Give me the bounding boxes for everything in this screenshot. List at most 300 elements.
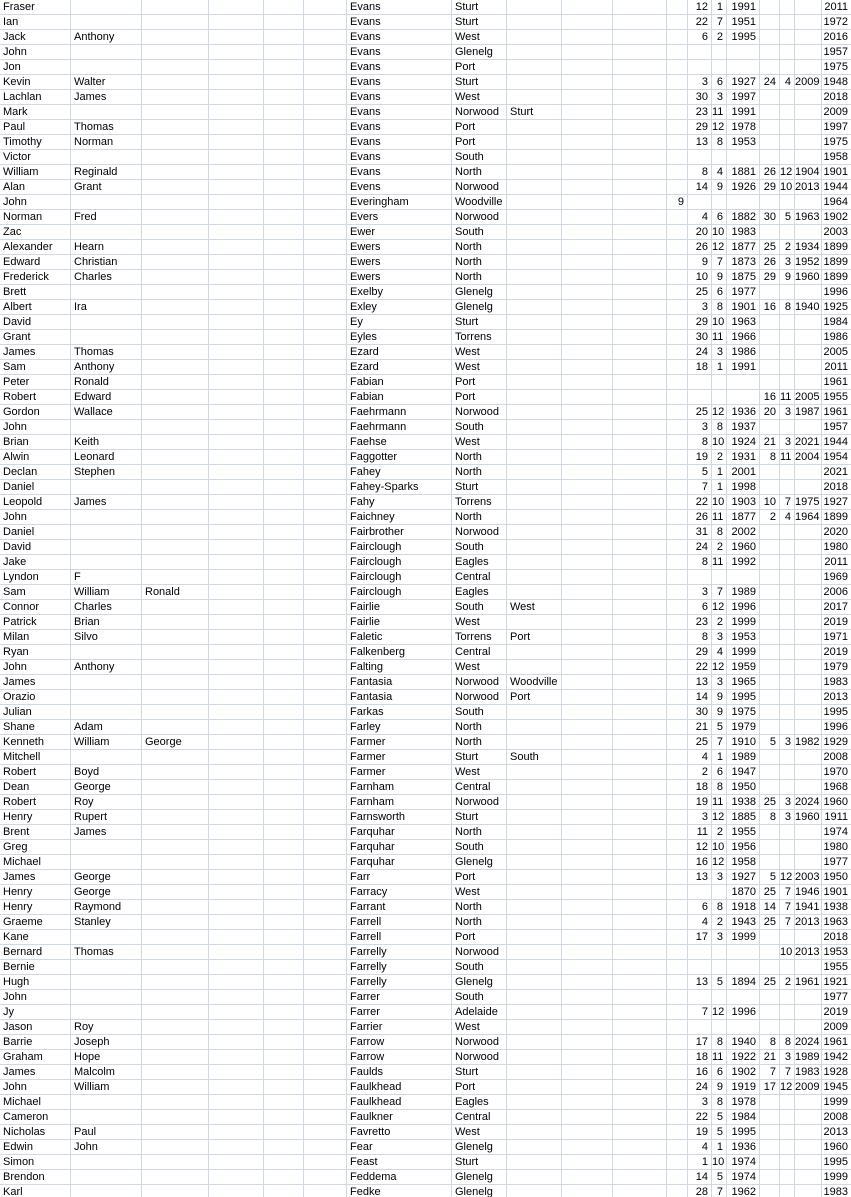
cell-team[interactable]: West (452, 1125, 507, 1140)
cell-team-2[interactable] (507, 930, 562, 945)
cell-year-2[interactable] (795, 525, 822, 540)
cell-empty-col-4[interactable] (562, 1110, 613, 1125)
cell-day-1[interactable]: 16 (688, 1065, 712, 1080)
cell-third-name[interactable]: George (142, 735, 209, 750)
cell-day-1[interactable]: 24 (688, 1080, 712, 1095)
cell-day-2[interactable] (760, 1185, 780, 1197)
cell-empty-col-2[interactable] (264, 270, 304, 285)
cell-month-2[interactable]: 4 (780, 75, 795, 90)
cell-empty-col-2[interactable] (264, 420, 304, 435)
cell-year-2[interactable] (795, 345, 822, 360)
cell-month-2[interactable] (780, 30, 795, 45)
cell-year-3[interactable]: 2009 (822, 1020, 851, 1035)
cell-given-name[interactable]: David (0, 540, 71, 555)
cell-middle-name[interactable] (71, 150, 142, 165)
cell-given-name[interactable]: Graham (0, 1050, 71, 1065)
cell-given-name[interactable]: James (0, 675, 71, 690)
cell-team-2[interactable] (507, 1170, 562, 1185)
cell-month-1[interactable]: 4 (712, 645, 727, 660)
cell-year-1[interactable] (727, 990, 760, 1005)
cell-year-2[interactable] (795, 375, 822, 390)
cell-empty-col-1[interactable] (209, 735, 264, 750)
cell-day-1[interactable]: 26 (688, 510, 712, 525)
cell-empty-col-4[interactable] (562, 795, 613, 810)
cell-month-1[interactable]: 10 (712, 315, 727, 330)
cell-number[interactable] (667, 1065, 688, 1080)
cell-given-name[interactable]: Declan (0, 465, 71, 480)
cell-surname[interactable]: Evans (347, 60, 452, 75)
cell-given-name[interactable]: Leopold (0, 495, 71, 510)
cell-day-2[interactable] (760, 105, 780, 120)
cell-empty-col-3[interactable] (304, 960, 347, 975)
cell-day-2[interactable]: 8 (760, 810, 780, 825)
cell-month-2[interactable] (780, 60, 795, 75)
cell-empty-col-1[interactable] (209, 555, 264, 570)
cell-surname[interactable]: Fantasia (347, 690, 452, 705)
cell-month-1[interactable]: 2 (712, 825, 727, 840)
cell-empty-col-3[interactable] (304, 465, 347, 480)
cell-month-2[interactable]: 7 (780, 900, 795, 915)
cell-third-name[interactable] (142, 225, 209, 240)
cell-third-name[interactable] (142, 840, 209, 855)
cell-given-name[interactable]: Alwin (0, 450, 71, 465)
cell-number[interactable] (667, 315, 688, 330)
cell-day-2[interactable] (760, 615, 780, 630)
cell-year-1[interactable]: 1922 (727, 1050, 760, 1065)
cell-empty-col-2[interactable] (264, 30, 304, 45)
cell-year-2[interactable] (795, 315, 822, 330)
cell-third-name[interactable] (142, 675, 209, 690)
cell-third-name[interactable] (142, 795, 209, 810)
cell-third-name[interactable] (142, 855, 209, 870)
cell-surname[interactable]: Fairbrother (347, 525, 452, 540)
cell-day-1[interactable]: 13 (688, 675, 712, 690)
cell-day-2[interactable] (760, 15, 780, 30)
cell-team-2[interactable] (507, 420, 562, 435)
cell-team-2[interactable] (507, 885, 562, 900)
cell-middle-name[interactable]: Stephen (71, 465, 142, 480)
cell-empty-col-5[interactable] (613, 330, 667, 345)
cell-team[interactable]: Woodville (452, 195, 507, 210)
cell-surname[interactable]: Faggotter (347, 450, 452, 465)
cell-empty-col-3[interactable] (304, 435, 347, 450)
cell-year-1[interactable]: 1953 (727, 135, 760, 150)
cell-empty-col-2[interactable] (264, 75, 304, 90)
cell-empty-col-4[interactable] (562, 1170, 613, 1185)
cell-empty-col-4[interactable] (562, 1125, 613, 1140)
cell-month-2[interactable] (780, 135, 795, 150)
cell-empty-col-1[interactable] (209, 630, 264, 645)
cell-year-2[interactable] (795, 90, 822, 105)
cell-day-2[interactable] (760, 195, 780, 210)
cell-month-2[interactable]: 12 (780, 165, 795, 180)
cell-empty-col-3[interactable] (304, 675, 347, 690)
cell-given-name[interactable]: Julian (0, 705, 71, 720)
cell-number[interactable] (667, 825, 688, 840)
cell-team[interactable]: Glenelg (452, 1185, 507, 1197)
cell-empty-col-1[interactable] (209, 645, 264, 660)
cell-given-name[interactable]: John (0, 660, 71, 675)
cell-team-2[interactable] (507, 390, 562, 405)
cell-empty-col-2[interactable] (264, 735, 304, 750)
cell-team[interactable]: Norwood (452, 1050, 507, 1065)
cell-empty-col-1[interactable] (209, 1125, 264, 1140)
cell-day-2[interactable]: 25 (760, 975, 780, 990)
cell-empty-col-4[interactable] (562, 390, 613, 405)
cell-empty-col-3[interactable] (304, 1020, 347, 1035)
cell-empty-col-4[interactable] (562, 1080, 613, 1095)
cell-empty-col-1[interactable] (209, 705, 264, 720)
cell-empty-col-3[interactable] (304, 780, 347, 795)
cell-surname[interactable]: Farmer (347, 750, 452, 765)
cell-empty-col-2[interactable] (264, 1035, 304, 1050)
cell-empty-col-1[interactable] (209, 375, 264, 390)
cell-day-1[interactable]: 2 (688, 765, 712, 780)
cell-month-1[interactable]: 3 (712, 930, 727, 945)
cell-empty-col-1[interactable] (209, 180, 264, 195)
cell-empty-col-2[interactable] (264, 135, 304, 150)
cell-year-2[interactable] (795, 645, 822, 660)
cell-year-1[interactable]: 1978 (727, 1095, 760, 1110)
cell-year-3[interactable]: 1955 (822, 960, 851, 975)
cell-month-1[interactable] (712, 45, 727, 60)
cell-third-name[interactable] (142, 945, 209, 960)
cell-third-name[interactable] (142, 690, 209, 705)
cell-given-name[interactable]: Alexander (0, 240, 71, 255)
cell-given-name[interactable]: Brett (0, 285, 71, 300)
cell-team[interactable]: Norwood (452, 405, 507, 420)
cell-year-2[interactable]: 1964 (795, 510, 822, 525)
cell-empty-col-2[interactable] (264, 870, 304, 885)
cell-empty-col-1[interactable] (209, 210, 264, 225)
cell-number[interactable] (667, 105, 688, 120)
cell-month-1[interactable] (712, 390, 727, 405)
cell-empty-col-2[interactable] (264, 390, 304, 405)
cell-given-name[interactable]: Kevin (0, 75, 71, 90)
cell-empty-col-5[interactable] (613, 765, 667, 780)
cell-month-2[interactable] (780, 1020, 795, 1035)
cell-surname[interactable]: Evans (347, 15, 452, 30)
cell-day-1[interactable]: 22 (688, 495, 712, 510)
cell-month-1[interactable]: 7 (712, 255, 727, 270)
cell-year-2[interactable] (795, 1140, 822, 1155)
cell-surname[interactable]: Evans (347, 150, 452, 165)
cell-day-1[interactable]: 17 (688, 1035, 712, 1050)
cell-number[interactable] (667, 1185, 688, 1197)
cell-year-3[interactable]: 1977 (822, 855, 851, 870)
cell-month-1[interactable]: 10 (712, 495, 727, 510)
cell-third-name[interactable] (142, 15, 209, 30)
cell-day-1[interactable]: 3 (688, 1095, 712, 1110)
cell-team[interactable]: Norwood (452, 675, 507, 690)
cell-number[interactable] (667, 645, 688, 660)
cell-year-3[interactable]: 1997 (822, 120, 851, 135)
cell-year-2[interactable] (795, 1185, 822, 1197)
cell-year-1[interactable]: 1995 (727, 30, 760, 45)
cell-day-2[interactable] (760, 555, 780, 570)
cell-day-1[interactable] (688, 45, 712, 60)
cell-empty-col-3[interactable] (304, 105, 347, 120)
cell-surname[interactable]: Evans (347, 120, 452, 135)
cell-month-1[interactable]: 8 (712, 420, 727, 435)
cell-empty-col-1[interactable] (209, 60, 264, 75)
cell-year-1[interactable]: 1927 (727, 75, 760, 90)
cell-day-1[interactable]: 17 (688, 930, 712, 945)
cell-month-2[interactable] (780, 15, 795, 30)
cell-team[interactable]: Glenelg (452, 1170, 507, 1185)
cell-month-1[interactable]: 8 (712, 780, 727, 795)
cell-number[interactable] (667, 30, 688, 45)
cell-third-name[interactable] (142, 1110, 209, 1125)
cell-empty-col-2[interactable] (264, 765, 304, 780)
cell-day-2[interactable]: 10 (760, 495, 780, 510)
cell-team-2[interactable] (507, 705, 562, 720)
cell-year-3[interactable]: 1983 (822, 1185, 851, 1197)
cell-day-1[interactable]: 25 (688, 405, 712, 420)
cell-day-1[interactable]: 4 (688, 750, 712, 765)
cell-day-2[interactable] (760, 825, 780, 840)
cell-empty-col-5[interactable] (613, 1050, 667, 1065)
cell-surname[interactable]: Farquhar (347, 825, 452, 840)
cell-month-2[interactable]: 3 (780, 735, 795, 750)
cell-empty-col-1[interactable] (209, 690, 264, 705)
cell-middle-name[interactable]: Wallace (71, 405, 142, 420)
cell-month-2[interactable]: 7 (780, 885, 795, 900)
cell-number[interactable] (667, 180, 688, 195)
cell-year-2[interactable] (795, 285, 822, 300)
cell-day-2[interactable] (760, 135, 780, 150)
cell-empty-col-1[interactable] (209, 315, 264, 330)
cell-empty-col-2[interactable] (264, 435, 304, 450)
cell-team[interactable]: Glenelg (452, 300, 507, 315)
cell-number[interactable] (667, 660, 688, 675)
cell-day-1[interactable]: 24 (688, 540, 712, 555)
cell-middle-name[interactable]: William (71, 735, 142, 750)
cell-empty-col-1[interactable] (209, 390, 264, 405)
cell-third-name[interactable] (142, 525, 209, 540)
cell-team[interactable]: South (452, 540, 507, 555)
cell-surname[interactable]: Fahey-Sparks (347, 480, 452, 495)
cell-empty-col-1[interactable] (209, 1005, 264, 1020)
cell-month-2[interactable] (780, 840, 795, 855)
cell-year-1[interactable] (727, 150, 760, 165)
cell-empty-col-3[interactable] (304, 480, 347, 495)
cell-day-2[interactable]: 7 (760, 1065, 780, 1080)
cell-empty-col-5[interactable] (613, 855, 667, 870)
cell-empty-col-1[interactable] (209, 930, 264, 945)
cell-middle-name[interactable]: James (71, 495, 142, 510)
cell-year-1[interactable]: 1999 (727, 930, 760, 945)
cell-day-2[interactable] (760, 660, 780, 675)
cell-middle-name[interactable] (71, 1170, 142, 1185)
cell-month-1[interactable]: 12 (712, 120, 727, 135)
cell-empty-col-2[interactable] (264, 540, 304, 555)
cell-empty-col-5[interactable] (613, 1185, 667, 1197)
cell-surname[interactable]: Evans (347, 90, 452, 105)
cell-number[interactable] (667, 240, 688, 255)
cell-third-name[interactable] (142, 465, 209, 480)
cell-month-1[interactable]: 9 (712, 180, 727, 195)
cell-empty-col-3[interactable] (304, 75, 347, 90)
cell-team-2[interactable] (507, 1020, 562, 1035)
cell-empty-col-1[interactable] (209, 525, 264, 540)
cell-year-2[interactable] (795, 1005, 822, 1020)
cell-day-1[interactable]: 16 (688, 855, 712, 870)
cell-day-1[interactable]: 8 (688, 165, 712, 180)
cell-month-2[interactable] (780, 90, 795, 105)
cell-empty-col-1[interactable] (209, 660, 264, 675)
cell-surname[interactable]: Farrow (347, 1035, 452, 1050)
cell-empty-col-3[interactable] (304, 1140, 347, 1155)
cell-year-3[interactable]: 2011 (822, 360, 851, 375)
cell-empty-col-5[interactable] (613, 735, 667, 750)
cell-year-1[interactable]: 1989 (727, 585, 760, 600)
cell-empty-col-1[interactable] (209, 1035, 264, 1050)
cell-month-2[interactable] (780, 645, 795, 660)
cell-day-2[interactable] (760, 690, 780, 705)
cell-empty-col-2[interactable] (264, 660, 304, 675)
cell-empty-col-3[interactable] (304, 990, 347, 1005)
cell-year-1[interactable]: 1873 (727, 255, 760, 270)
cell-year-3[interactable]: 1996 (822, 720, 851, 735)
cell-year-3[interactable]: 1945 (822, 1080, 851, 1095)
cell-year-3[interactable]: 1996 (822, 285, 851, 300)
cell-team-2[interactable] (507, 210, 562, 225)
cell-team[interactable]: Glenelg (452, 285, 507, 300)
cell-team-2[interactable] (507, 795, 562, 810)
cell-number[interactable] (667, 435, 688, 450)
cell-third-name[interactable] (142, 885, 209, 900)
cell-given-name[interactable]: Greg (0, 840, 71, 855)
cell-year-3[interactable]: 1925 (822, 300, 851, 315)
cell-team-2[interactable] (507, 945, 562, 960)
cell-middle-name[interactable]: Charles (71, 270, 142, 285)
cell-empty-col-1[interactable] (209, 300, 264, 315)
cell-team-2[interactable] (507, 1065, 562, 1080)
cell-empty-col-2[interactable] (264, 555, 304, 570)
cell-number[interactable] (667, 420, 688, 435)
cell-given-name[interactable]: Peter (0, 375, 71, 390)
cell-third-name[interactable] (142, 630, 209, 645)
cell-year-1[interactable] (727, 45, 760, 60)
cell-empty-col-5[interactable] (613, 120, 667, 135)
cell-team-2[interactable] (507, 345, 562, 360)
cell-given-name[interactable]: Michael (0, 855, 71, 870)
cell-middle-name[interactable]: Reginald (71, 165, 142, 180)
cell-team-2[interactable] (507, 0, 562, 15)
cell-given-name[interactable]: Orazio (0, 690, 71, 705)
cell-year-2[interactable]: 2004 (795, 450, 822, 465)
cell-empty-col-2[interactable] (264, 900, 304, 915)
cell-middle-name[interactable] (71, 705, 142, 720)
cell-surname[interactable]: Faletic (347, 630, 452, 645)
cell-number[interactable] (667, 1110, 688, 1125)
cell-year-2[interactable]: 1946 (795, 885, 822, 900)
cell-empty-col-5[interactable] (613, 465, 667, 480)
cell-empty-col-2[interactable] (264, 255, 304, 270)
cell-year-2[interactable] (795, 1170, 822, 1185)
cell-middle-name[interactable]: Anthony (71, 360, 142, 375)
cell-team[interactable]: South (452, 960, 507, 975)
cell-given-name[interactable]: Patrick (0, 615, 71, 630)
cell-number[interactable] (667, 705, 688, 720)
cell-given-name[interactable]: Victor (0, 150, 71, 165)
cell-month-1[interactable]: 3 (712, 675, 727, 690)
cell-month-1[interactable]: 1 (712, 480, 727, 495)
cell-middle-name[interactable] (71, 1110, 142, 1125)
cell-day-2[interactable]: 30 (760, 210, 780, 225)
cell-year-3[interactable]: 2018 (822, 90, 851, 105)
cell-empty-col-5[interactable] (613, 90, 667, 105)
cell-day-1[interactable]: 22 (688, 15, 712, 30)
cell-year-1[interactable]: 1998 (727, 480, 760, 495)
cell-given-name[interactable]: Robert (0, 765, 71, 780)
cell-surname[interactable]: Fahey (347, 465, 452, 480)
cell-empty-col-4[interactable] (562, 255, 613, 270)
cell-day-1[interactable]: 10 (688, 270, 712, 285)
cell-empty-col-4[interactable] (562, 780, 613, 795)
cell-given-name[interactable]: Michael (0, 1095, 71, 1110)
cell-empty-col-5[interactable] (613, 75, 667, 90)
cell-year-2[interactable]: 2021 (795, 435, 822, 450)
cell-given-name[interactable]: Mark (0, 105, 71, 120)
cell-empty-col-3[interactable] (304, 750, 347, 765)
cell-empty-col-5[interactable] (613, 1095, 667, 1110)
cell-team-2[interactable] (507, 735, 562, 750)
cell-empty-col-3[interactable] (304, 0, 347, 15)
cell-surname[interactable]: Ewers (347, 270, 452, 285)
cell-month-1[interactable]: 11 (712, 555, 727, 570)
cell-team[interactable]: Torrens (452, 630, 507, 645)
cell-day-2[interactable] (760, 285, 780, 300)
cell-empty-col-4[interactable] (562, 630, 613, 645)
cell-month-2[interactable]: 3 (780, 255, 795, 270)
cell-number[interactable] (667, 45, 688, 60)
cell-third-name[interactable] (142, 915, 209, 930)
cell-team-2[interactable] (507, 1035, 562, 1050)
cell-day-2[interactable] (760, 1005, 780, 1020)
cell-empty-col-4[interactable] (562, 765, 613, 780)
cell-surname[interactable]: Ewers (347, 255, 452, 270)
cell-year-2[interactable] (795, 555, 822, 570)
cell-team-2[interactable] (507, 1155, 562, 1170)
cell-team[interactable]: Glenelg (452, 855, 507, 870)
cell-month-2[interactable] (780, 225, 795, 240)
cell-given-name[interactable]: Sam (0, 585, 71, 600)
cell-year-1[interactable]: 1977 (727, 285, 760, 300)
cell-year-2[interactable]: 1934 (795, 240, 822, 255)
cell-month-1[interactable]: 5 (712, 1170, 727, 1185)
cell-empty-col-1[interactable] (209, 750, 264, 765)
cell-month-1[interactable]: 3 (712, 630, 727, 645)
cell-middle-name[interactable] (71, 420, 142, 435)
cell-given-name[interactable]: Kenneth (0, 735, 71, 750)
cell-number[interactable] (667, 900, 688, 915)
cell-day-1[interactable] (688, 195, 712, 210)
cell-middle-name[interactable]: Leonard (71, 450, 142, 465)
cell-team[interactable]: North (452, 255, 507, 270)
cell-year-3[interactable]: 1929 (822, 735, 851, 750)
cell-day-1[interactable] (688, 945, 712, 960)
cell-day-2[interactable] (760, 375, 780, 390)
cell-month-1[interactable]: 6 (712, 765, 727, 780)
cell-year-1[interactable]: 1989 (727, 750, 760, 765)
cell-month-2[interactable]: 3 (780, 405, 795, 420)
cell-number[interactable] (667, 990, 688, 1005)
cell-month-2[interactable] (780, 990, 795, 1005)
cell-given-name[interactable]: Ryan (0, 645, 71, 660)
cell-team-2[interactable]: Woodville (507, 675, 562, 690)
